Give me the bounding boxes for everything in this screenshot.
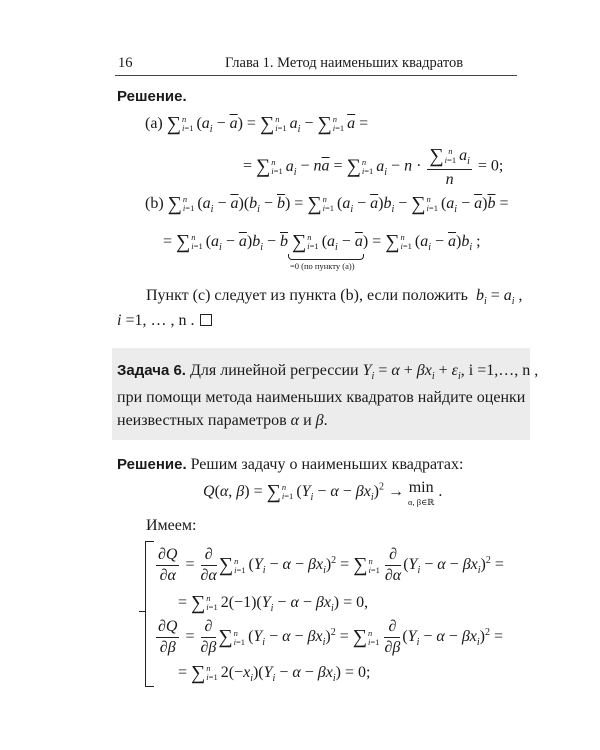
deriv-alpha-line2: = ∑ n i=1 $2(-1)(Y_i - \alpha - \beta x_i) = 0$, bbox=[178, 592, 369, 615]
task6-line1: Задача 6. Для линейной регрессии $Y_i = \alpha + \beta x_i + \varepsilon_i$, i =1,…, n , bbox=[117, 362, 539, 383]
conclusion-line1: Пункт (c) следует из пункта (b), если положить $b_i = a_i$ , bbox=[146, 287, 523, 308]
deriv-alpha-line1: $\frac{\partial Q}{\partial\alpha}$ = $\frac{\partial}{\partial\alpha}$ ∑ n i=1 $(Y_i - \alpha - \beta x_i)^2$ = ∑ n i=1 $\frac{\partial}{\partial\alpha}$ $(Y_i - \alpha - \beta x_i)^2$ = bbox=[158, 546, 504, 584]
conclusion-line2: i =1, … , n . bbox=[117, 312, 212, 330]
conclusion-tail: , … , n . bbox=[142, 312, 195, 329]
item-b-label: (b) bbox=[145, 195, 164, 212]
have-text: Имеем: bbox=[146, 517, 197, 534]
item-a-label: (a) bbox=[145, 115, 163, 132]
task6-and: и bbox=[303, 412, 312, 429]
system-brace-tip bbox=[139, 611, 145, 612]
underbrace bbox=[288, 254, 364, 260]
task6-line2: при помощи метода наименьших квадратов найдите оценки bbox=[117, 389, 526, 406]
header-rule bbox=[115, 75, 517, 76]
task6-line3-text: неизвестных параметров bbox=[117, 412, 287, 429]
underbrace-note: =0 (по пункту (a)) bbox=[290, 261, 355, 271]
page-number: 16 bbox=[118, 55, 133, 71]
task6-line1-tail: , i =1,…, n , bbox=[460, 362, 539, 379]
task6-label: Задача 6. bbox=[117, 362, 186, 379]
equation-b-line1: (b) ∑ n i=1 $(a_i - \overline{a})(b_i - \overline{b})$ = ∑ n i=1 $(a_i - \overline{a})b_i$ − ∑ n i=1 $(a_i - \overline{a})\overline{b}$ = bbox=[145, 193, 509, 216]
equation-a-line2: = ∑ n i=1 $a_i - n\overline{a}$ = ∑ n i=1 $a_i - n$ · ∑ n i=1 $a_i$ n = 0; bbox=[243, 145, 504, 188]
task6-line1-text: Для линейной регрессии bbox=[189, 362, 359, 379]
system-brace bbox=[145, 541, 154, 687]
solution2-label: Решение. bbox=[117, 456, 187, 473]
qed-square-icon bbox=[200, 314, 212, 326]
solution2-line bbox=[117, 456, 463, 474]
solution-label: Решение. bbox=[117, 88, 187, 105]
min-subscript: α, β∈ℝ bbox=[407, 497, 435, 507]
min-word: min bbox=[408, 479, 434, 496]
task6-end: . bbox=[323, 412, 328, 429]
task6-line3: неизвестных параметров α и β. bbox=[117, 412, 328, 429]
equation-a-line1: (a) ∑ n i=1 $(a_i - \overline{a})$ = ∑ n i=1 $a_i$ − ∑ n i=1 $\overline{a}$ = bbox=[145, 113, 369, 136]
deriv-beta-line1: $\frac{\partial Q}{\partial\beta}$ = $\frac{\partial}{\partial\beta}$ ∑ n i=1 $(Y_i - \alpha - \beta x_i)^2$ = ∑ n i=1 $\frac{\partial}{\partial\beta}$ $(Y_i - \alpha - \beta x_i)^2$ = bbox=[158, 618, 504, 656]
equation-b-line2: = ∑ n i=1 $(a_i - \overline{a})b_i - \overline{b}$ ∑ n i=1 $(a_i - \overline{a})$ = ∑ n i=1 $(a_i - \overline{a})b_i$ ; bbox=[163, 231, 481, 254]
conclusion-text: Пункт (c) следует из пункта (b), если положить bbox=[146, 287, 468, 304]
objective-equation: Q(α, β) = ∑ n i=1 $(Y_i - \alpha - \beta x_i)^2 \to \min$ α, β∈ℝ . bbox=[203, 479, 443, 507]
deriv-beta-line2: = ∑ n i=1 $2(-x_i)(Y_i - \alpha - \beta x_i) = 0$; bbox=[178, 662, 371, 685]
solution2-text: Решим задачу о наименьших квадратах: bbox=[190, 456, 464, 473]
running-title: Глава 1. Метод наименьших квадратов bbox=[225, 55, 464, 71]
